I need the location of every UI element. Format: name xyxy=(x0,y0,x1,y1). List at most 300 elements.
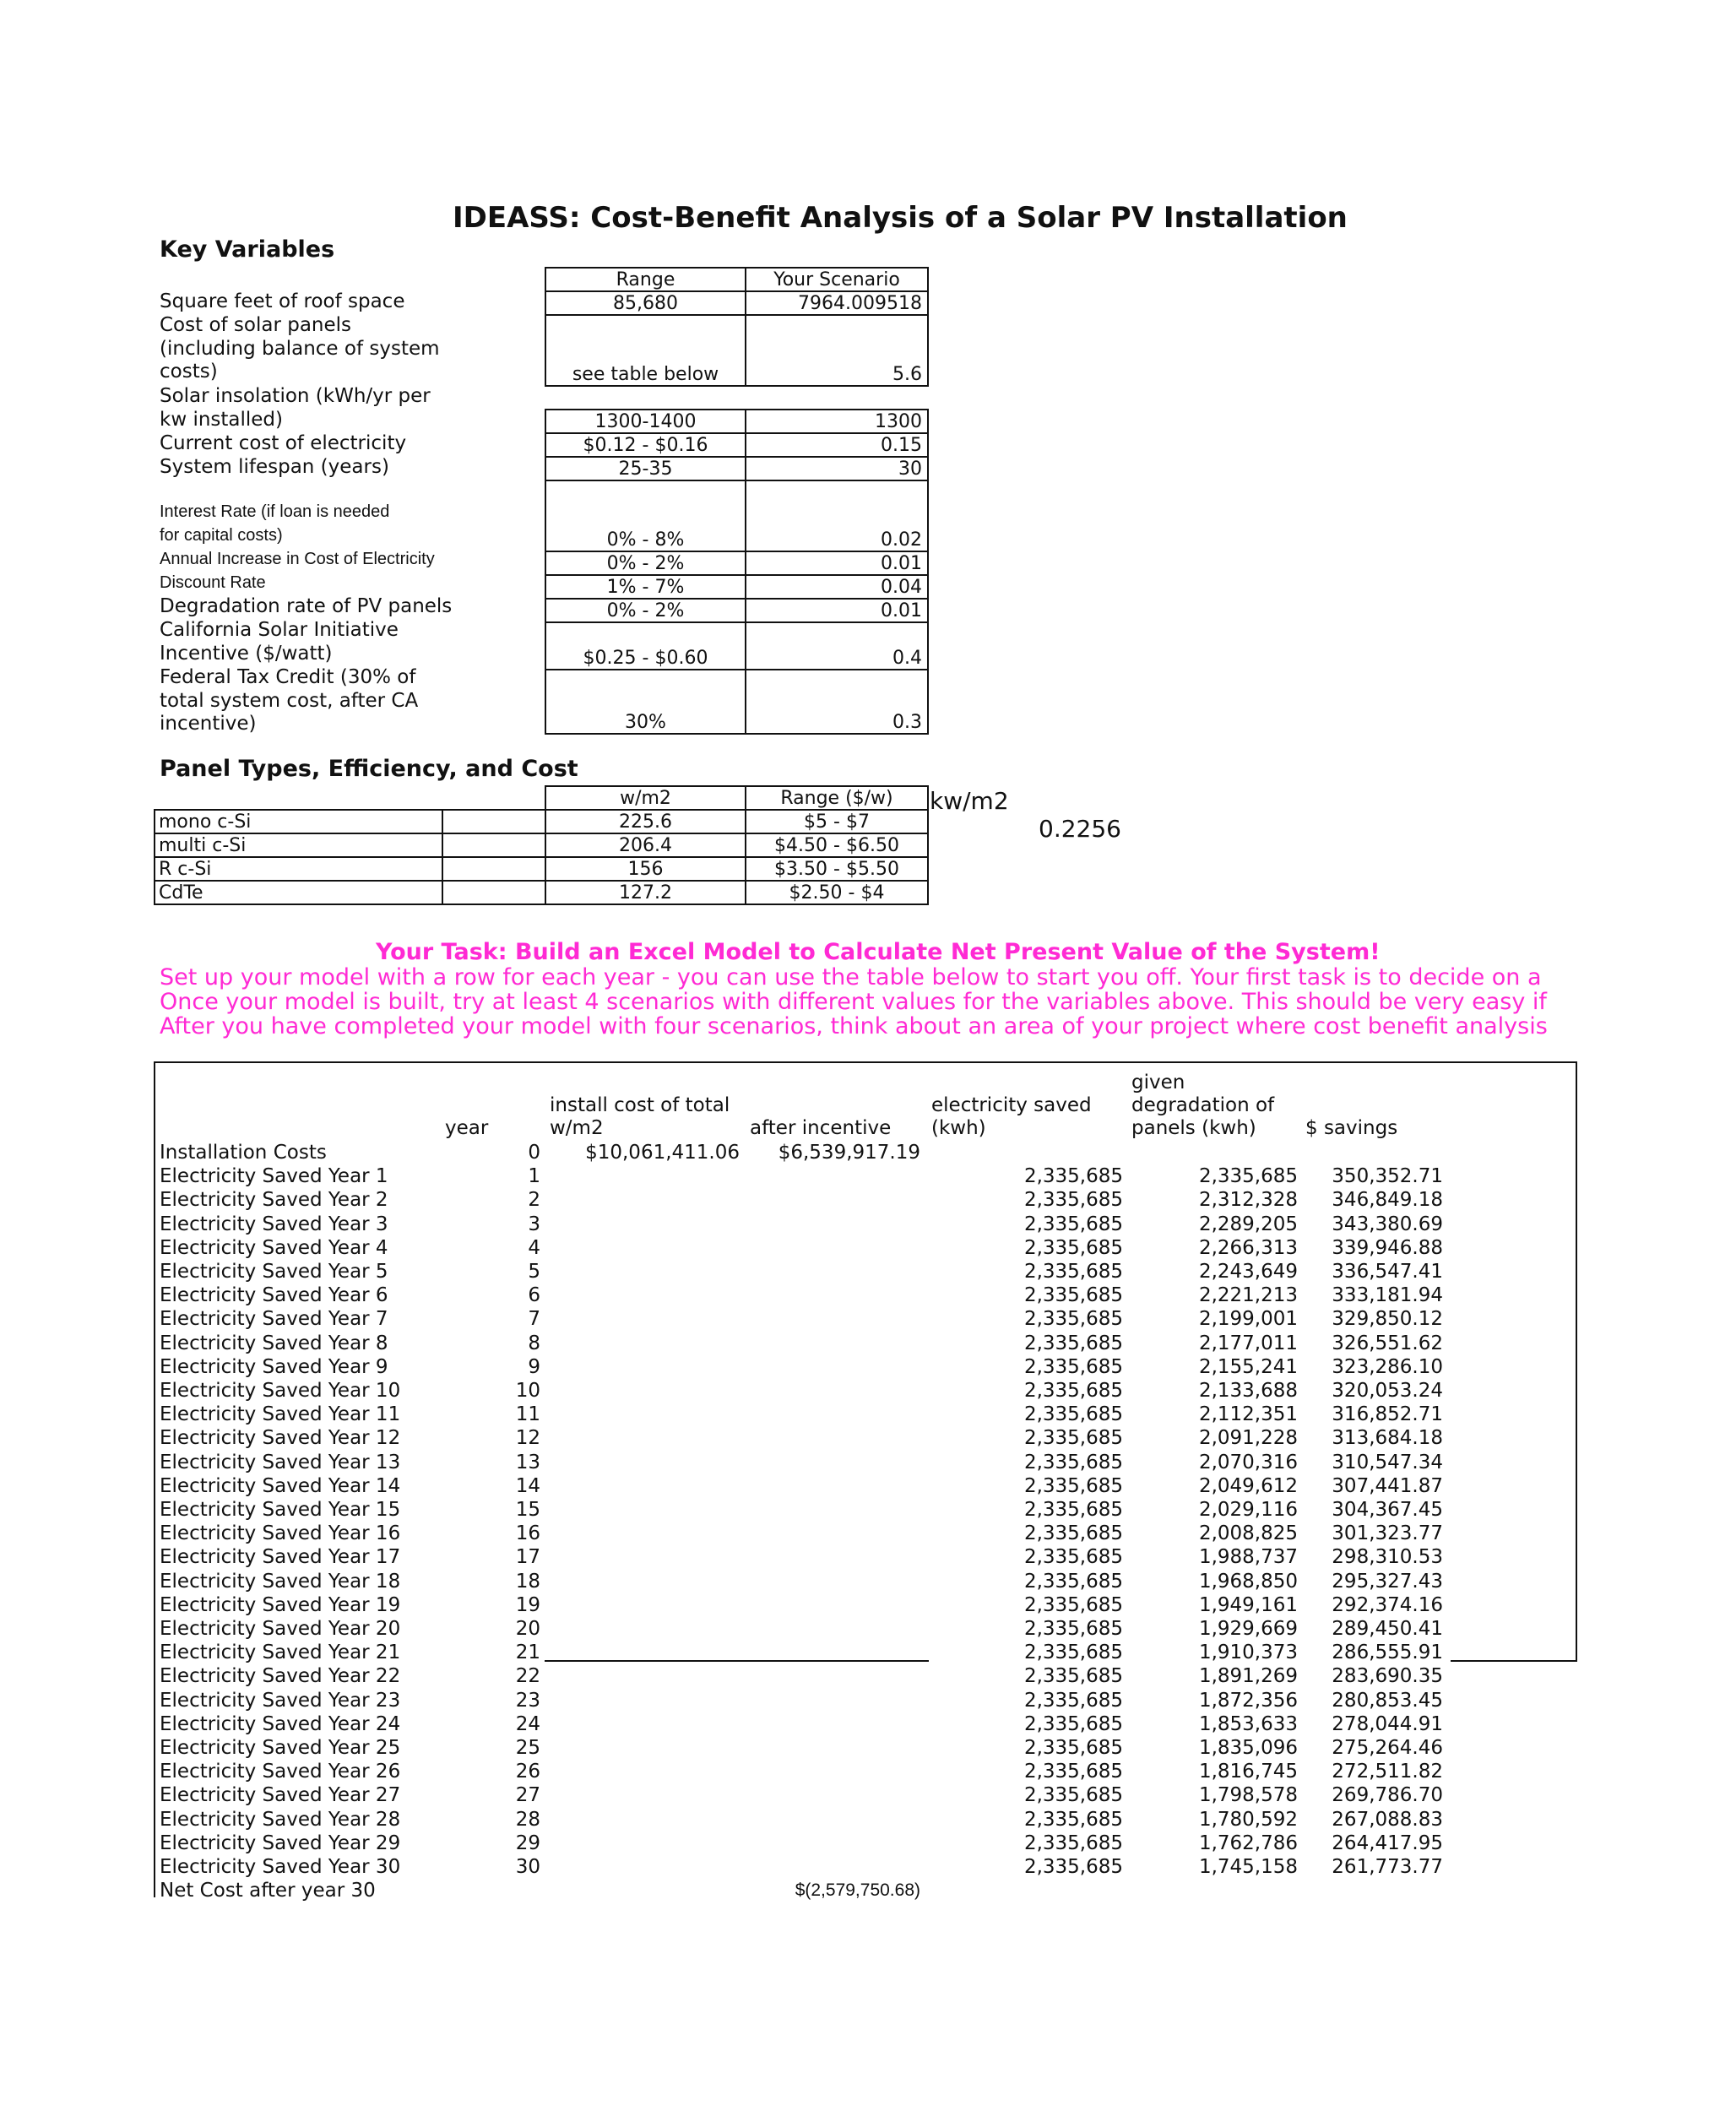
row-year: 11 xyxy=(515,1403,540,1426)
scenario-cell xyxy=(745,456,929,481)
kwm2-value: 0.2256 xyxy=(1039,815,1121,843)
installation-row xyxy=(0,1141,1736,1164)
variable-label: Annual Increase in Cost of Electricity xyxy=(160,550,435,568)
table-row xyxy=(0,1164,1736,1188)
electricity-saved-value: 2,335,685 xyxy=(1023,1427,1123,1450)
panel-name-cell xyxy=(154,856,443,882)
table-row xyxy=(0,1379,1736,1403)
savings-value: 301,323.77 xyxy=(1332,1522,1443,1545)
electricity-saved-value: 2,335,685 xyxy=(1023,1499,1123,1521)
savings-value: 292,374.16 xyxy=(1332,1593,1443,1616)
row-label: Electricity Saved Year 2 xyxy=(160,1189,388,1212)
panel-empty-cell xyxy=(442,856,546,882)
savings-value: 272,511.82 xyxy=(1332,1761,1443,1783)
degraded-value: 1,780,592 xyxy=(1198,1808,1298,1831)
degraded-value: 2,266,313 xyxy=(1198,1236,1298,1259)
range-value: 1% - 7% xyxy=(606,577,685,598)
degraded-value: 2,029,116 xyxy=(1198,1499,1298,1521)
page-title: IDEASS: Cost-Benefit Analysis of a Solar PV Installation xyxy=(453,201,1348,235)
electricity-saved-value: 2,335,685 xyxy=(1023,1474,1123,1497)
variable-label: kw installed) xyxy=(160,408,284,431)
scenario-cell xyxy=(745,551,929,576)
scenario-cell xyxy=(745,574,929,600)
savings-value: 289,450.41 xyxy=(1332,1618,1443,1640)
panel-name: R c-Si xyxy=(159,859,212,880)
range-value: 85,680 xyxy=(613,293,678,314)
table-row xyxy=(0,1641,1736,1664)
row-year: 3 xyxy=(528,1213,540,1235)
degraded-value: 2,091,228 xyxy=(1198,1427,1298,1450)
table-row xyxy=(0,1332,1736,1355)
table-row xyxy=(0,1712,1736,1736)
scenario-value: 1300 xyxy=(875,411,922,432)
variable-label: Interest Rate (if loan is needed xyxy=(160,502,390,521)
row-year: 18 xyxy=(515,1570,540,1593)
savings-value: 343,380.69 xyxy=(1332,1213,1443,1235)
scenario-value: 0.15 xyxy=(881,435,922,456)
electricity-saved-value: 2,335,685 xyxy=(1023,1784,1123,1807)
savings-value: 346,849.18 xyxy=(1332,1189,1443,1212)
electricity-saved-value: 2,335,685 xyxy=(1023,1451,1123,1473)
panel-range-cell xyxy=(745,809,929,834)
variable-label: costs) xyxy=(160,361,218,383)
savings-value: 278,044.91 xyxy=(1332,1712,1443,1735)
variable-label: incentive) xyxy=(160,713,257,735)
degraded-value: 1,929,669 xyxy=(1198,1618,1298,1640)
degraded-value: 2,049,612 xyxy=(1198,1474,1298,1497)
row-year: 20 xyxy=(515,1618,540,1640)
row-label: Electricity Saved Year 13 xyxy=(160,1451,401,1473)
range-value: see table below xyxy=(572,364,719,385)
row-label: Electricity Saved Year 28 xyxy=(160,1808,401,1831)
panel-wm2-cell xyxy=(545,809,746,834)
row-label: Electricity Saved Year 19 xyxy=(160,1593,401,1616)
row-label: Electricity Saved Year 15 xyxy=(160,1499,401,1521)
variable-label: Federal Tax Credit (30% of xyxy=(160,666,416,688)
row-year: 8 xyxy=(528,1332,540,1354)
savings-value: 310,547.34 xyxy=(1332,1451,1443,1473)
table-row xyxy=(0,1760,1736,1783)
electricity-saved-value: 2,335,685 xyxy=(1023,1261,1123,1283)
savings-value: 323,286.10 xyxy=(1332,1355,1443,1378)
degraded-value: 2,177,011 xyxy=(1198,1332,1298,1354)
table-row xyxy=(0,1664,1736,1688)
row-year: 22 xyxy=(515,1665,540,1688)
row-label: Installation Costs xyxy=(160,1142,327,1164)
range-cell xyxy=(545,598,746,623)
row-year: 4 xyxy=(528,1236,540,1259)
panel-range-cell xyxy=(745,856,929,882)
table-row xyxy=(0,1236,1736,1260)
model-top-border xyxy=(154,1061,1577,1063)
panel-range: $2.50 - $4 xyxy=(789,882,885,904)
electricity-saved-value: 2,335,685 xyxy=(1023,1355,1123,1378)
degraded-value: 2,289,205 xyxy=(1198,1213,1298,1235)
row-label: Electricity Saved Year 20 xyxy=(160,1618,401,1640)
scenario-cell xyxy=(745,409,929,434)
row-year: 15 xyxy=(515,1499,540,1521)
range-value: $0.12 - $0.16 xyxy=(583,435,708,456)
range-value: 1300-1400 xyxy=(594,411,697,432)
row-label: Electricity Saved Year 24 xyxy=(160,1712,401,1735)
scenario-value: 0.01 xyxy=(881,553,922,574)
kwm2-label: kw/m2 xyxy=(930,787,1009,815)
table-row xyxy=(0,1474,1736,1498)
degraded-value: 2,133,688 xyxy=(1198,1380,1298,1402)
variable-label: System lifespan (years) xyxy=(160,456,389,478)
degraded-value: 1,853,633 xyxy=(1198,1712,1298,1735)
table-row xyxy=(0,1689,1736,1712)
panel-range: $3.50 - $5.50 xyxy=(774,859,899,880)
electricity-saved-value: 2,335,685 xyxy=(1023,1642,1123,1664)
row-label: Electricity Saved Year 7 xyxy=(160,1308,388,1331)
header-degradation: degradation of xyxy=(1131,1094,1275,1116)
after-incentive-value: $6,539,917.19 xyxy=(778,1142,920,1164)
range-cell xyxy=(545,621,746,670)
degraded-value: 1,798,578 xyxy=(1198,1784,1298,1807)
savings-value: 313,684.18 xyxy=(1332,1427,1443,1450)
degraded-value: 1,872,356 xyxy=(1198,1689,1298,1712)
table-row xyxy=(0,1498,1736,1522)
table-row xyxy=(0,1426,1736,1450)
table-row xyxy=(0,1855,1736,1879)
variable-label: Cost of solar panels xyxy=(160,314,352,336)
range-header-cell xyxy=(545,267,746,292)
key-variables-heading: Key Variables xyxy=(160,236,335,263)
row-year: 16 xyxy=(515,1522,540,1545)
row-year: 21 xyxy=(515,1642,540,1664)
electricity-saved-value: 2,335,685 xyxy=(1023,1546,1123,1569)
savings-value: 275,264.46 xyxy=(1332,1737,1443,1759)
row-label: Electricity Saved Year 3 xyxy=(160,1213,388,1235)
row-year: 28 xyxy=(515,1808,540,1831)
row-year: 9 xyxy=(528,1355,540,1378)
electricity-saved-value: 2,335,685 xyxy=(1023,1522,1123,1545)
row-label: Electricity Saved Year 23 xyxy=(160,1689,401,1712)
degraded-value: 1,816,745 xyxy=(1198,1761,1298,1783)
row-label: Electricity Saved Year 22 xyxy=(160,1665,401,1688)
panel-wm2-cell xyxy=(545,833,746,858)
savings-value: 339,946.88 xyxy=(1332,1236,1443,1259)
range-cell xyxy=(545,409,746,434)
savings-value: 350,352.71 xyxy=(1332,1165,1443,1188)
range-cell xyxy=(545,574,746,600)
range-value: 30% xyxy=(625,712,666,733)
range-cell xyxy=(545,480,746,552)
table-row xyxy=(0,1808,1736,1832)
header-install-cost: w/m2 xyxy=(550,1117,604,1139)
electricity-saved-value: 2,335,685 xyxy=(1023,1689,1123,1712)
table-row xyxy=(0,1283,1736,1307)
panel-wm2-cell xyxy=(545,880,746,905)
table-row xyxy=(0,1403,1736,1426)
range-value: 0% - 2% xyxy=(606,553,685,574)
scenario-value: 0.01 xyxy=(881,600,922,621)
row-label: Electricity Saved Year 29 xyxy=(160,1832,401,1854)
variable-label: Solar insolation (kWh/yr per xyxy=(160,385,431,407)
degraded-value: 2,243,649 xyxy=(1198,1261,1298,1283)
electricity-saved-value: 2,335,685 xyxy=(1023,1332,1123,1354)
scenario-value: 7964.009518 xyxy=(798,293,922,314)
electricity-saved-value: 2,335,685 xyxy=(1023,1618,1123,1640)
row-label: Electricity Saved Year 9 xyxy=(160,1355,388,1378)
row-label: Electricity Saved Year 18 xyxy=(160,1570,401,1593)
electricity-saved-value: 2,335,685 xyxy=(1023,1403,1123,1426)
savings-value: 304,367.45 xyxy=(1332,1499,1443,1521)
savings-value: 295,327.43 xyxy=(1332,1570,1443,1593)
savings-value: 333,181.94 xyxy=(1332,1284,1443,1307)
header-degradation: panels (kwh) xyxy=(1131,1117,1256,1139)
savings-value: 286,555.91 xyxy=(1332,1642,1443,1664)
header-after-incentive: after incentive xyxy=(750,1117,892,1139)
row-year: 7 xyxy=(528,1308,540,1331)
variable-label: Discount Rate xyxy=(160,573,266,592)
range-cell xyxy=(545,669,746,735)
row-year: 6 xyxy=(528,1284,540,1307)
electricity-saved-value: 2,335,685 xyxy=(1023,1308,1123,1331)
scenario-value: 0.4 xyxy=(892,648,922,669)
row-year: 19 xyxy=(515,1593,540,1616)
row-year: 27 xyxy=(515,1784,540,1807)
table-row xyxy=(0,1307,1736,1331)
savings-value: 283,690.35 xyxy=(1332,1665,1443,1688)
range-value: 0% - 8% xyxy=(606,529,685,551)
header-degradation: given xyxy=(1131,1072,1185,1093)
variable-label: Incentive ($/watt) xyxy=(160,642,333,665)
degraded-value: 1,891,269 xyxy=(1198,1665,1298,1688)
table-row xyxy=(0,1736,1736,1760)
task-line: Once your model is built, try at least 4 scenarios with different values for the variables above. This should be very easy if xyxy=(160,989,1547,1015)
table-row xyxy=(0,1522,1736,1545)
row-year: 0 xyxy=(528,1142,540,1164)
scenario-header: Your Scenario xyxy=(773,269,900,290)
row-year: 29 xyxy=(515,1832,540,1854)
panel-range: $4.50 - $6.50 xyxy=(774,835,899,856)
electricity-saved-value: 2,335,685 xyxy=(1023,1213,1123,1235)
panel-name-cell xyxy=(154,880,443,905)
table-row xyxy=(0,1570,1736,1593)
row-year: 2 xyxy=(528,1189,540,1212)
electricity-saved-value: 2,335,685 xyxy=(1023,1832,1123,1854)
degraded-value: 1,988,737 xyxy=(1198,1546,1298,1569)
electricity-saved-value: 2,335,685 xyxy=(1023,1380,1123,1402)
range-value: 25-35 xyxy=(618,459,673,480)
panel-name: CdTe xyxy=(159,882,203,904)
panel-name: multi c-Si xyxy=(159,835,247,856)
panel-wm2: 225.6 xyxy=(619,811,672,833)
savings-value: 269,786.70 xyxy=(1332,1784,1443,1807)
panel-wm2: 127.2 xyxy=(619,882,672,904)
savings-value: 326,551.62 xyxy=(1332,1332,1443,1354)
panel-range-cell xyxy=(745,880,929,905)
variable-label: California Solar Initiative xyxy=(160,619,399,641)
panel-wm2: 156 xyxy=(627,859,664,880)
range-cell xyxy=(545,456,746,481)
row-year: 12 xyxy=(515,1427,540,1450)
scenario-cell xyxy=(745,480,929,552)
scenario-cell xyxy=(745,314,929,387)
degraded-value: 2,221,213 xyxy=(1198,1284,1298,1307)
panel-empty-cell xyxy=(442,833,546,858)
range-header: Range xyxy=(616,269,675,290)
row-year: 14 xyxy=(515,1474,540,1497)
row-label: Electricity Saved Year 10 xyxy=(160,1380,401,1402)
range-value: $0.25 - $0.60 xyxy=(583,648,708,669)
row-year: 25 xyxy=(515,1737,540,1759)
header-electricity-saved: (kwh) xyxy=(931,1117,986,1139)
row-year: 23 xyxy=(515,1689,540,1712)
scenario-value: 5.6 xyxy=(892,364,922,385)
row-label: Electricity Saved Year 14 xyxy=(160,1474,401,1497)
row-label: Electricity Saved Year 8 xyxy=(160,1332,388,1354)
row-label: Electricity Saved Year 5 xyxy=(160,1261,388,1283)
electricity-saved-value: 2,335,685 xyxy=(1023,1236,1123,1259)
degraded-value: 2,312,328 xyxy=(1198,1189,1298,1212)
scenario-value: 0.3 xyxy=(892,712,922,733)
degraded-value: 1,835,096 xyxy=(1198,1737,1298,1759)
savings-value: 320,053.24 xyxy=(1332,1380,1443,1402)
degraded-value: 1,745,158 xyxy=(1198,1856,1298,1878)
table-row xyxy=(0,1260,1736,1283)
range-cell xyxy=(545,314,746,387)
panel-name-cell xyxy=(154,809,443,834)
row-year: 17 xyxy=(515,1546,540,1569)
row-label: Electricity Saved Year 4 xyxy=(160,1236,388,1259)
panel-types-heading: Panel Types, Efficiency, and Cost xyxy=(160,756,578,782)
header-install-cost: install cost of total xyxy=(550,1094,730,1116)
table-row xyxy=(0,1783,1736,1807)
row-label: Electricity Saved Year 6 xyxy=(160,1284,388,1307)
electricity-saved-value: 2,335,685 xyxy=(1023,1284,1123,1307)
variable-label: total system cost, after CA xyxy=(160,689,419,712)
savings-value: 280,853.45 xyxy=(1332,1689,1443,1712)
range-value: 0% - 2% xyxy=(606,600,685,621)
row-year: 26 xyxy=(515,1761,540,1783)
header-electricity-saved: electricity saved xyxy=(931,1094,1092,1116)
row-label: Electricity Saved Year 30 xyxy=(160,1856,401,1878)
panel-name: mono c-Si xyxy=(159,811,252,833)
scenario-header-cell xyxy=(745,267,929,292)
degraded-value: 2,008,825 xyxy=(1198,1522,1298,1545)
table-row xyxy=(0,1451,1736,1474)
panel-empty-cell xyxy=(442,880,546,905)
variable-label: Degradation rate of PV panels xyxy=(160,595,453,617)
table-row xyxy=(0,1617,1736,1641)
wm2-header: w/m2 xyxy=(620,788,671,809)
variable-label: for capital costs) xyxy=(160,525,283,545)
range-cell xyxy=(545,432,746,458)
install-cost-value: $10,061,411.06 xyxy=(585,1142,740,1164)
panel-range: $5 - $7 xyxy=(804,811,870,833)
range-header: Range ($/w) xyxy=(780,788,893,809)
row-label: Electricity Saved Year 21 xyxy=(160,1642,401,1664)
savings-value: 316,852.71 xyxy=(1332,1403,1443,1426)
row-year: 24 xyxy=(515,1712,540,1735)
wm2-header-cell xyxy=(545,785,746,811)
task-line: Set up your model with a row for each year - you can use the table below to start you off. Your first task is to decide on a xyxy=(160,964,1542,990)
net-cost-value: $(2,579,750.68) xyxy=(795,1880,920,1901)
electricity-saved-value: 2,335,685 xyxy=(1023,1189,1123,1212)
table-row xyxy=(0,1593,1736,1617)
row-label: Electricity Saved Year 17 xyxy=(160,1546,401,1569)
scenario-value: 0.02 xyxy=(881,529,922,551)
row-year: 10 xyxy=(515,1380,540,1402)
table-row xyxy=(0,1832,1736,1855)
scenario-cell xyxy=(745,598,929,623)
degraded-value: 1,968,850 xyxy=(1198,1570,1298,1593)
electricity-saved-value: 2,335,685 xyxy=(1023,1808,1123,1831)
degraded-value: 2,155,241 xyxy=(1198,1355,1298,1378)
scenario-value: 30 xyxy=(898,459,922,480)
scenario-cell xyxy=(745,621,929,670)
row-label: Electricity Saved Year 26 xyxy=(160,1761,401,1783)
scenario-cell xyxy=(745,290,929,316)
savings-value: 261,773.77 xyxy=(1332,1856,1443,1878)
row-label: Electricity Saved Year 16 xyxy=(160,1522,401,1545)
savings-value: 264,417.95 xyxy=(1332,1832,1443,1854)
electricity-saved-value: 2,335,685 xyxy=(1023,1737,1123,1759)
row-label: Electricity Saved Year 27 xyxy=(160,1784,401,1807)
task-line: After you have completed your model with four scenarios, think about an area of your project where cost benefit analysis xyxy=(160,1013,1548,1039)
savings-value: 336,547.41 xyxy=(1332,1261,1443,1283)
range-header-cell xyxy=(745,785,929,811)
header-year: year xyxy=(445,1117,489,1139)
scenario-cell xyxy=(745,669,929,735)
savings-value: 329,850.12 xyxy=(1332,1308,1443,1331)
degraded-value: 2,335,685 xyxy=(1198,1165,1298,1188)
panel-wm2: 206.4 xyxy=(619,835,672,856)
header-savings: $ savings xyxy=(1305,1117,1398,1139)
degraded-value: 2,112,351 xyxy=(1198,1403,1298,1426)
row-year: 1 xyxy=(528,1165,540,1188)
electricity-saved-value: 2,335,685 xyxy=(1023,1593,1123,1616)
degraded-value: 1,949,161 xyxy=(1198,1593,1298,1616)
row-label: Electricity Saved Year 1 xyxy=(160,1165,388,1188)
variable-label: Current cost of electricity xyxy=(160,432,407,454)
row-year: 5 xyxy=(528,1261,540,1283)
table-row xyxy=(0,1188,1736,1212)
table-row xyxy=(0,1355,1736,1379)
electricity-saved-value: 2,335,685 xyxy=(1023,1165,1123,1188)
degraded-value: 1,762,786 xyxy=(1198,1832,1298,1854)
range-cell xyxy=(545,551,746,576)
row-label: Electricity Saved Year 25 xyxy=(160,1737,401,1759)
row-year: 13 xyxy=(515,1451,540,1473)
table-row xyxy=(0,1545,1736,1569)
panel-name-cell xyxy=(154,833,443,858)
degraded-value: 2,070,316 xyxy=(1198,1451,1298,1473)
panel-range-cell xyxy=(745,833,929,858)
electricity-saved-value: 2,335,685 xyxy=(1023,1712,1123,1735)
savings-value: 307,441.87 xyxy=(1332,1474,1443,1497)
row-label: Electricity Saved Year 11 xyxy=(160,1403,401,1426)
savings-value: 298,310.53 xyxy=(1332,1546,1443,1569)
savings-value: 267,088.83 xyxy=(1332,1808,1443,1831)
row-label: Electricity Saved Year 12 xyxy=(160,1427,401,1450)
variable-label: (including balance of system xyxy=(160,337,440,360)
panel-empty-cell xyxy=(442,809,546,834)
scenario-value: 0.04 xyxy=(881,577,922,598)
net-cost-row xyxy=(0,1879,1736,1902)
electricity-saved-value: 2,335,685 xyxy=(1023,1856,1123,1878)
row-label: Net Cost after year 30 xyxy=(160,1880,376,1902)
degraded-value: 1,910,373 xyxy=(1198,1642,1298,1664)
range-cell xyxy=(545,290,746,316)
electricity-saved-value: 2,335,685 xyxy=(1023,1665,1123,1688)
variable-label: Square feet of roof space xyxy=(160,290,405,312)
scenario-cell xyxy=(745,432,929,458)
electricity-saved-value: 2,335,685 xyxy=(1023,1761,1123,1783)
